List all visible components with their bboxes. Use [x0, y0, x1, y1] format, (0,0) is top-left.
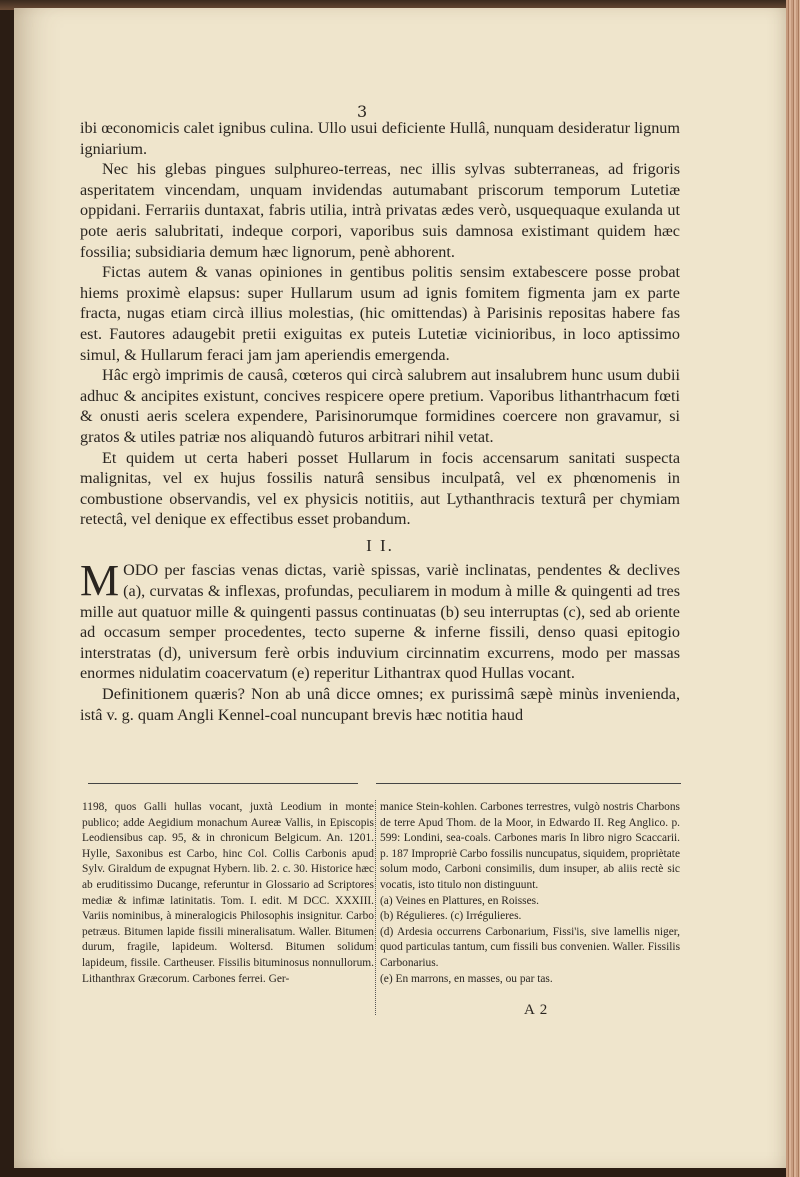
footnote-left-text: 1198, quos Galli hullas vocant, juxtà Leodium in monte publico; adde Aegidium monachum Aureæ Vallis, in Episcopis Leodiensibus cap. 95, & in chronicum Belgicum. An. 1201. Hylle, Saxonibus est Carbo, hinc Col. Collis Carbonis apud Sylv. Giraldum de expugnat Hybern. lib. 2. c. 30. Historice hæc ab eruditissimo Ducange, referuntur in Glossario ad Scriptores mediæ & infimæ latinitatis. Tom. I. edit. M DCC. XXXIII. Variis nominibus, à mineralogicis Philosophis insignitur. Carbo petræus. Bitumen lapide fissili mineralisatum. Waller. Bitumen durum, fragile, lapideum. Woltersd. Bitumen solidum lapideum, fissile. Cartheuser. Fissilis bituminosus nonnullorum. Lithanthrax Græcorum. Carbones ferrei. Ger-: [82, 801, 374, 985]
paragraph-3: Fictas autem & vanas opiniones in gentibus politis sensim extabescere posse probat hiems proximè elapsus: super Hullarum usum ad ignis fomitem figmenta jam ex parte fracta, nugas etiam circà illius molestias, (hic omittendas) à Parisinis repositas habere fas est. Fautores adaugebit pretii exiguitas ex puteis Lutetiæ vicinioribus, in loco aptissimo simul, & Hullarum feraci jam jam aperiendis emergenda.: [80, 263, 680, 364]
paragraph-6: [80, 556, 680, 684]
main-text: [80, 118, 680, 725]
footnotes-left: [82, 800, 374, 987]
paragraph-7: Definitionem quæris? Non ab unâ dicce omnes; ex purissimâ sæpè minùs invenienda, istâ v. g. quam Angli Kennel-coal nuncupant brevis hæc notitia haud: [80, 685, 680, 724]
page-number: 3: [357, 102, 368, 121]
paragraph-6-text: ODO per fascias venas dictas, variè spissas, variè inclinatas, pendentes & declives (a), curvatas & inflexas, profundas, peculiarem in modum à mille & quingenti ad tres mille aut quatuor mille & quingenti passus continuatas (b) seu interruptas (c), sed ab oriente ad occasum semper procedentes, tecto superne & inferne fissili, denso quasi epitogio interstratas (d), universum ferè orbis induvium circinnatim excurrens, modo per massas enormes nidulatim coacervatum (e) reperitur Lithantrax quod Hullas vocant.: [80, 561, 680, 683]
drop-cap: M: [80, 556, 120, 606]
footnote-e: (e) En marrons, en masses, ou par tas.: [380, 972, 553, 985]
signature-mark: A 2: [524, 1002, 549, 1018]
footnote-a: (a) Veines en Plattures, en Roisses.: [380, 894, 539, 907]
paragraph-1: ibi œconomicis calet ignibus culina. Ullo usui deficiente Hullâ, nunquam desideratur lignum igniarium.: [80, 119, 680, 158]
footnotes-right: [380, 800, 680, 987]
paragraph-5: Et quidem ut certa haberi posset Hullarum in focis accensarum sanitati suspecta malignitas, vel ex hujus fossilis naturâ sensibus inculpatâ, vel ex phœnomenis in combustione observandis, vel ex physicis notitiis, aut Lythanthracis texturâ per chymiam retectâ, vel denique ex effectibus esset probandum.: [80, 448, 680, 529]
paragraph-4: Hâc ergò imprimis de causâ, cœteros qui circà salubrem aut insalubrem hunc usum dubii adhuc & ancipites existunt, concives respicere opere pretium. Vaporibus lithantrhacum fœti & onusti aeris scelera expendere, Parisinorumque formidines coercere non gravamur, si gratos & utiles patriæ nos aliquandò futuros arbitrari nihil vetat.: [80, 366, 680, 446]
footnote-d: (d) Ardesia occurrens Carbonarium, Fissi'is, sive lamellis niger, quod particulas tantum, cum fissili bus convenien. Waller. Fissilis Carbonarius.: [380, 925, 680, 969]
footnote-rule-right: [376, 783, 681, 784]
footnote-column-divider: [375, 800, 376, 1015]
section-heading: I I.: [366, 535, 394, 555]
paragraph-2: Nec his glebas pingues sulphureo-terreas, nec illis sylvas subterraneas, ad frigoris asperitatem vincendam, unquam invidendas autumabant priscorum temporum Lutetiæ oppidani. Ferrariis duntaxat, fabris utilia, intrà privatas ædes verò, usquequaque exulanda ut pote aeris salubritati, indeque corpori, vaporibus suis damnosa existimant quidem hæc fossilia; subsidiaria demum hæc lignorum, penè abhorent.: [80, 160, 680, 261]
footnote-b-c: (b) Régulieres. (c) Irrégulieres.: [380, 910, 522, 923]
footnote-rule-left: [88, 783, 358, 784]
page-edge-stack: [786, 0, 800, 1177]
footnote-right-intro: manice Stein-kohlen. Carbones terrestres, vulgò nostris Charbons de terre Apud Thom. de la Moor, in Edwardo II. Reg Anglico. p. 599: Londini, sea-coals. Carbones maris In libro nigro Scaccarii. p. 187 Impropriè Carbo fossilis nuncupatus, siquidem, propriètate solum modo, Carboni consimilis, dum insuper, ab aliis rectè sic vocatis, isto titulo non distinguunt.: [380, 801, 680, 891]
